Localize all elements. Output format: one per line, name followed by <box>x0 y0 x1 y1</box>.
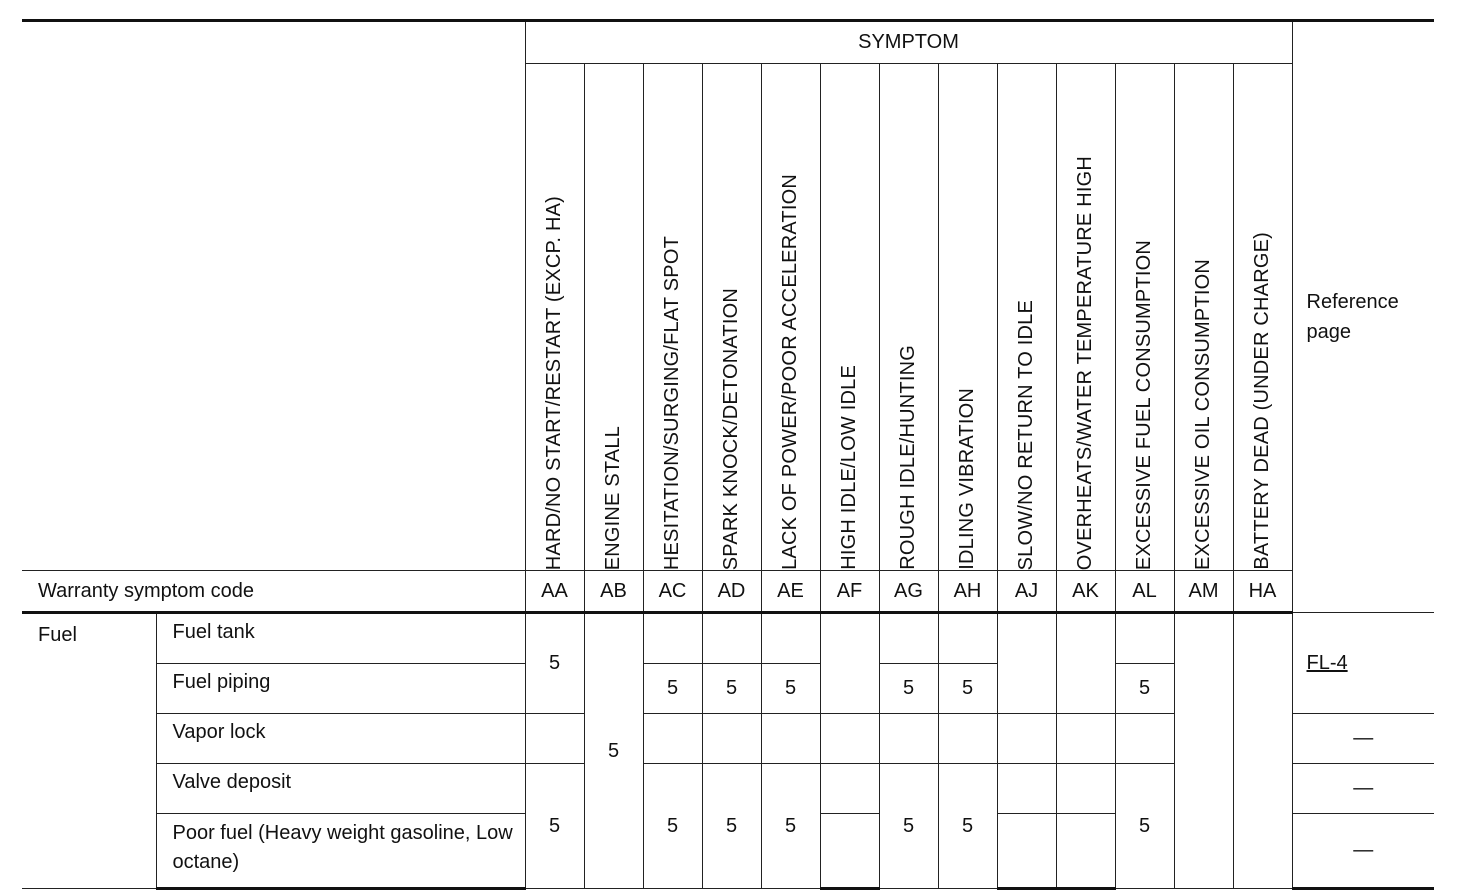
cell-empty <box>879 613 938 664</box>
cell-empty <box>702 714 761 764</box>
code-ae: AE <box>761 571 820 613</box>
cell-fuel-piping-ah: 5 <box>938 664 997 714</box>
item-valve-deposit: Valve deposit <box>156 764 525 814</box>
symptom-header-al: EXCESSIVE FUEL CONSUMPTION <box>1115 64 1174 571</box>
cell-valve-poor-ah: 5 <box>938 764 997 889</box>
cell-empty <box>1115 714 1174 764</box>
code-ah: AH <box>938 571 997 613</box>
category-fuel: Fuel <box>22 613 156 889</box>
ref-dash: — <box>1292 714 1434 764</box>
cell-empty <box>1056 814 1115 889</box>
cell-fuel-piping-ag: 5 <box>879 664 938 714</box>
code-aa: AA <box>525 571 584 613</box>
cell-empty <box>643 613 702 664</box>
cell-empty <box>938 613 997 664</box>
symptom-header-am: EXCESSIVE OIL CONSUMPTION <box>1174 64 1233 571</box>
ref-dash: — <box>1292 764 1434 814</box>
cell-empty <box>1115 613 1174 664</box>
item-poor-fuel: Poor fuel (Heavy weight gasoline, Low octane) <box>156 814 525 889</box>
cell-empty <box>761 714 820 764</box>
cell-empty <box>1056 764 1115 814</box>
cell-empty <box>1056 714 1115 764</box>
code-ab: AB <box>584 571 643 613</box>
cell-valve-poor-ac: 5 <box>643 764 702 889</box>
code-am: AM <box>1174 571 1233 613</box>
cell-fuel-tank-aa: 5 <box>525 613 584 714</box>
cell-empty <box>525 714 584 764</box>
item-fuel-piping: Fuel piping <box>156 664 525 714</box>
code-ag: AG <box>879 571 938 613</box>
item-fuel-tank: Fuel tank <box>156 613 525 664</box>
cell-fuel-piping-ae: 5 <box>761 664 820 714</box>
cell-empty <box>820 764 879 814</box>
cell-valve-poor-ad: 5 <box>702 764 761 889</box>
cell-valve-poor-al: 5 <box>1115 764 1174 889</box>
cell-ab-stall: 5 <box>584 613 643 889</box>
symptom-header-aj: SLOW/NO RETURN TO IDLE <box>997 64 1056 571</box>
symptom-header-ac: HESITATION/SURGING/FLAT SPOT <box>643 64 702 571</box>
symptom-header-ab: ENGINE STALL <box>584 64 643 571</box>
symptom-header-ae: LACK OF POWER/POOR ACCELERATION <box>761 64 820 571</box>
symptom-header-ah: IDLING VIBRATION <box>938 64 997 571</box>
cell-fuel-piping-ac: 5 <box>643 664 702 714</box>
cell-empty <box>997 613 1056 714</box>
ref-dash: — <box>1292 814 1434 889</box>
cell-am-empty <box>1174 613 1233 889</box>
cell-valve-poor-ae: 5 <box>761 764 820 889</box>
cell-fuel-piping-al: 5 <box>1115 664 1174 714</box>
cell-valve-poor-ag: 5 <box>879 764 938 889</box>
symptom-header-af: HIGH IDLE/LOW IDLE <box>820 64 879 571</box>
symptom-title: SYMPTOM <box>525 21 1292 64</box>
code-aj: AJ <box>997 571 1056 613</box>
cell-empty <box>820 714 879 764</box>
item-vapor-lock: Vapor lock <box>156 714 525 764</box>
code-ha: HA <box>1233 571 1292 613</box>
symptom-header-ag: ROUGH IDLE/HUNTING <box>879 64 938 571</box>
cell-valve-poor-aa: 5 <box>525 764 584 889</box>
blank-corner <box>22 21 525 571</box>
symptom-header-ak: OVERHEATS/WATER TEMPERATURE HIGH <box>1056 64 1115 571</box>
cell-empty <box>997 814 1056 889</box>
symptom-table <box>22 19 1434 890</box>
cell-empty <box>997 764 1056 814</box>
code-ak: AK <box>1056 571 1115 613</box>
ref-fl4-link[interactable]: FL-4 <box>1292 613 1434 714</box>
reference-header: Reference page <box>1292 21 1434 613</box>
cell-empty <box>820 613 879 714</box>
code-ad: AD <box>702 571 761 613</box>
cell-empty <box>997 714 1056 764</box>
cell-fuel-piping-ad: 5 <box>702 664 761 714</box>
symptom-header-ad: SPARK KNOCK/DETONATION <box>702 64 761 571</box>
warranty-label: Warranty symptom code <box>22 571 525 613</box>
cell-empty <box>643 714 702 764</box>
cell-empty <box>761 613 820 664</box>
cell-empty <box>820 814 879 889</box>
cell-empty <box>879 714 938 764</box>
cell-empty <box>938 714 997 764</box>
cell-empty <box>1056 613 1115 714</box>
symptom-header-aa: HARD/NO START/RESTART (EXCP. HA) <box>525 64 584 571</box>
symptom-header-ha: BATTERY DEAD (UNDER CHARGE) <box>1233 64 1292 571</box>
cell-ha-empty <box>1233 613 1292 889</box>
code-ac: AC <box>643 571 702 613</box>
code-af: AF <box>820 571 879 613</box>
cell-empty <box>702 613 761 664</box>
code-al: AL <box>1115 571 1174 613</box>
